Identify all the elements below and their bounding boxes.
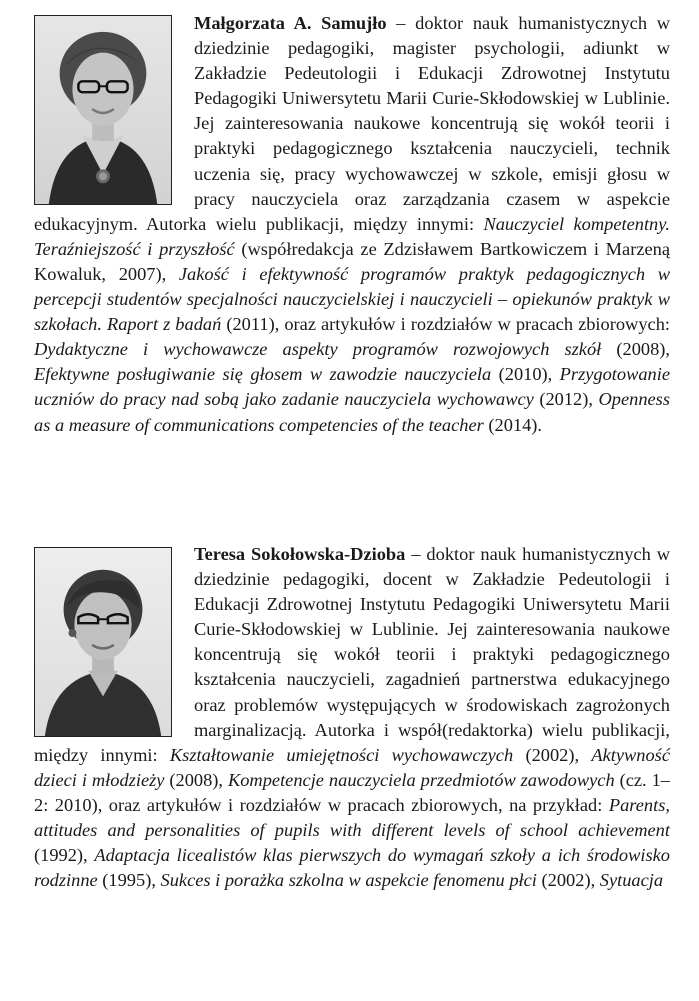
author-bio-samujlo [34, 11, 670, 438]
portrait-image [35, 16, 171, 204]
author-name: Małgorzata A. Samujło [194, 13, 387, 33]
author-bio-text: – doktor nauk humanistycznych w dziedzinie pedagogiki, magister psychologii, adiunkt w Zakładzie Pedeutologii i Edukacji Zdrowotnej Instytutu Pedagogiki Uniwersytetu Marii Curie-Skłodowskiej w Lublinie. Jej zainteresowania naukowe koncentrują się wokół teorii i praktyki pedagogicznego kształcenia nauczycieli, technik uczenia się, pracy wychowawczej w szkole, emisji głosu w pracy nauczyciela oraz zarządzania czasem w aspekcie edukacyjnym. Autorka wielu publikacji, między innymi: Nauczyciel kompetentny. Teraźniejszość i przyszłość (współredakcja ze Zdzisławem Bartkowiczem i Marzeną Kowaluk, 2007), Jakość i efektywność programów praktyk pedagogicznych w percepcji studentów specjalności nauczycielskiej i nauczycieli – opiekunów praktyk w szkołach. Raport z badań (2011), oraz artykułów i rozdziałów w pracach zbiorowych: Dydaktyczne i wychowawcze aspekty programów rozwojowych szkół (2008), Efektywne posługiwanie się głosem w zawodzie nauczyciela (2010), Przygotowanie uczniów do pracy nad sobą jako zadanie nauczyciela wychowawcy (2012), Openness as a measure of communications competencies of the teacher (2014). [34, 13, 671, 435]
author-photo [34, 547, 172, 737]
author-bio-sokolowska-dzioba [34, 542, 670, 893]
portrait-image [35, 548, 171, 736]
author-photo [34, 15, 172, 205]
author-bio-text: – doktor nauk humanistycznych w dziedzinie pedagogiki, docent w Zakładzie Pedeutologii i Edukacji Zdrowotnej Instytutu Pedagogiki Uniwersytetu Marii Curie-Skłodowskiej w Lublinie. Jej zainteresowania naukowe koncentrują się wokół teorii i praktyki pedagogicznego kształcenia nauczycieli, zagadnień partnerstwa edukacyjnego oraz problemów występujących w środowiskach zagrożonych marginalizacją. Autorka i współ(redaktorka) wielu publikacji, między innymi: Kształtowanie umiejętności wychowawczych (2002), Aktywność dzieci i młodzieży (2008), Kompetencje nauczyciela przedmiotów zawodowych (cz. 1–2: 2010), oraz artykułów i rozdziałów w pracach zbiorowych, na przykład: Parents, attitudes and personalities of pupils with different levels of school achievement (1992), Adaptacja licealistów klas pierwszych do wymagań szkoły a ich środowisko rodzinne (1995), Sukces i porażka szkolna w aspekcie fenomenu płci (2002), Sytuacja [34, 544, 670, 891]
author-name: Teresa Sokołowska-Dzioba [194, 544, 406, 564]
